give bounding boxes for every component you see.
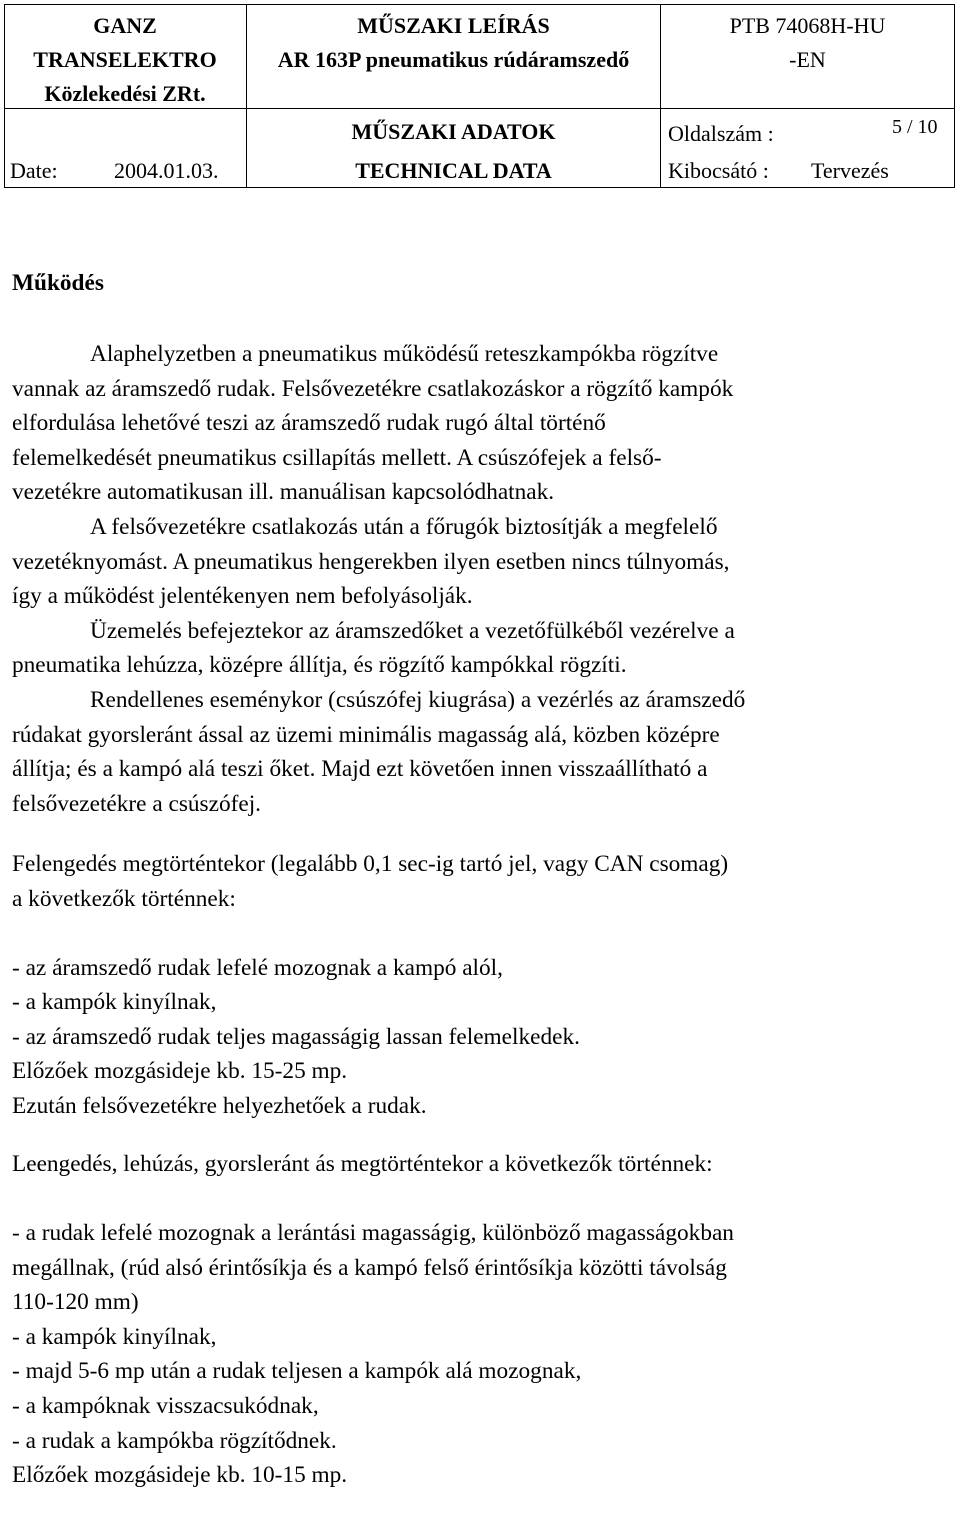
- paragraph-line: vezetékre automatikusan ill. manuálisan kapcsolódhatnak.: [12, 479, 555, 506]
- doc-subject: AR 163P pneumatikus rúdáramszedő: [277, 47, 630, 72]
- list-item: - az áramszedő rudak lefelé mozognak a kampó alól,: [12, 954, 503, 981]
- document-header: [4, 4, 955, 188]
- list-item: Ezután felsővezetékre helyezhetőek a rudak.: [12, 1092, 427, 1119]
- list-item: - a kampók kinyílnak,: [12, 1323, 217, 1350]
- paragraph-line: a következők történnek:: [12, 885, 236, 912]
- paragraph-line: Leengedés, lehúzás, gyorsleránt ás megtörténtekor a következők történnek:: [12, 1151, 713, 1178]
- section-title-hu: MŰSZAKI ADATOK: [351, 119, 556, 144]
- section-heading: Működés: [12, 270, 104, 296]
- paragraph-line: felsővezetékre a csúszófej.: [12, 790, 262, 817]
- document-body: [12, 266, 956, 1493]
- list-item: - a kampóknak visszacsukódnak,: [12, 1393, 319, 1420]
- list-item: - a rudak lefelé mozognak a lerántási magasságig, különböző magasságokban: [12, 1220, 734, 1247]
- doc-code: PTB 74068H-HU: [729, 13, 886, 38]
- paragraph-line: Rendellenes eseménykor (csúszófej kiugrása) a vezérlés az áramszedő: [90, 686, 746, 713]
- list-item: 110-120 mm): [12, 1289, 139, 1316]
- page-label: Oldalszám :: [668, 121, 774, 146]
- paragraph-line: A felsővezetékre csatlakozás után a főrugók biztosítják a megfelelő: [90, 513, 718, 540]
- doc-code-suffix: -EN: [789, 47, 826, 72]
- paragraph-line: elfordulása lehetővé teszi az áramszedő rudak rugó által történő: [12, 410, 606, 437]
- list-item: - a rudak a kampókba rögzítődnek.: [12, 1427, 337, 1454]
- list-item: - majd 5-6 mp után a rudak teljesen a kampók alá mozognak,: [12, 1358, 582, 1385]
- company-name-line-1: GANZ: [93, 13, 157, 38]
- paragraph-line: állítja; és a kampó alá teszi őket. Majd ezt követően innen visszaállítható a: [12, 756, 708, 783]
- doc-type: MŰSZAKI LEÍRÁS: [357, 13, 550, 38]
- page-number: 5 / 10: [892, 116, 938, 138]
- list-item: - a kampók kinyílnak,: [12, 989, 217, 1016]
- list-item: Előzőek mozgásideje kb. 10-15 mp.: [12, 1462, 348, 1489]
- date-value: 2004.01.03.: [114, 158, 219, 183]
- section-title-en: TECHNICAL DATA: [355, 158, 552, 183]
- list-item: - az áramszedő rudak teljes magasságig lassan felemelkedek.: [12, 1023, 580, 1050]
- list-item: megállnak, (rúd alsó érintősíkja és a kampó felső érintősíkja közötti távolság: [12, 1254, 727, 1281]
- paragraph-line: pneumatika lehúzza, középre állítja, és rögzítő kampókkal rögzíti.: [12, 652, 627, 679]
- paragraph-line: vannak az áramszedő rudak. Felsővezetékre csatlakozáskor a rögzítő kampók: [12, 375, 734, 402]
- paragraph-line: rúdakat gyorsleránt ással az üzemi minimális magasság alá, közben középre: [12, 721, 720, 748]
- issuer-value: Tervezés: [811, 158, 889, 183]
- paragraph-line: Üzemelés befejeztekor az áramszedőket a vezetőfülkéből vezérelve a: [90, 617, 735, 644]
- company-name-line-2: TRANSELEKTRO: [33, 47, 217, 72]
- list-item: Előzőek mozgásideje kb. 15-25 mp.: [12, 1058, 348, 1085]
- paragraph-line: vezetéknyomást. A pneumatikus hengerekben ilyen esetben nincs túlnyomás,: [12, 548, 730, 575]
- paragraph-line: így a működést jelentékenyen nem befolyásolják.: [12, 583, 473, 610]
- paragraph-line: Felengedés megtörténtekor (legalább 0,1 sec-ig tartó jel, vagy CAN csomag): [12, 851, 729, 878]
- paragraph-line: felemelkedését pneumatikus csillapítás mellett. A csúszófejek a felső-: [12, 444, 662, 471]
- date-label: Date:: [10, 158, 58, 183]
- paragraph-line: Alaphelyzetben a pneumatikus működésű reteszkampókba rögzítve: [90, 341, 719, 367]
- company-name-line-3: Közlekedési ZRt.: [44, 81, 206, 106]
- issuer-label: Kibocsátó :: [668, 158, 769, 183]
